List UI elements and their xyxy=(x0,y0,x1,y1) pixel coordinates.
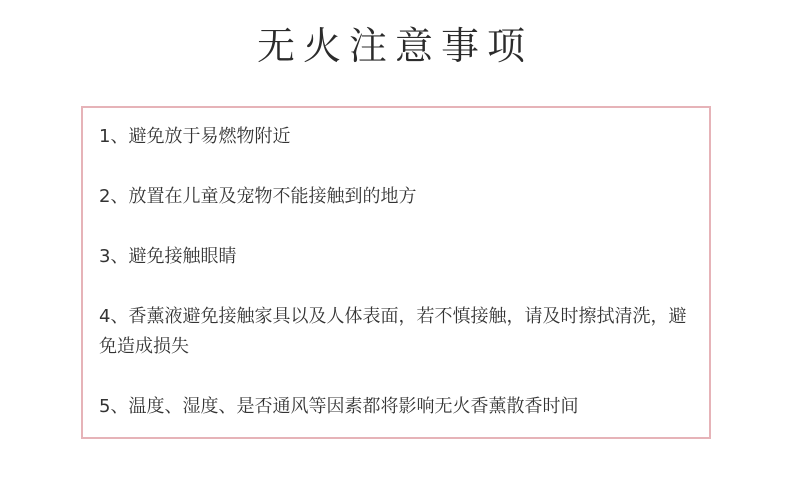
notice-item-3: 3、避免接触眼睛 xyxy=(99,246,237,267)
notice-item-5: 5、温度、湿度、是否通风等因素都将影响无火香薰散香时间 xyxy=(99,396,579,417)
notice-item-4: 4、香薰液避免接触家具以及人体表面，若不慎接触，请及时擦拭清洗，避免造成损失 xyxy=(99,306,687,357)
notice-item-1: 1、避免放于易燃物附近 xyxy=(99,126,291,147)
page-title: 无火注意事项 xyxy=(256,24,533,68)
notice-item-2: 2、放置在儿童及宠物不能接触到的地方 xyxy=(99,186,417,207)
notice-box xyxy=(81,106,711,439)
